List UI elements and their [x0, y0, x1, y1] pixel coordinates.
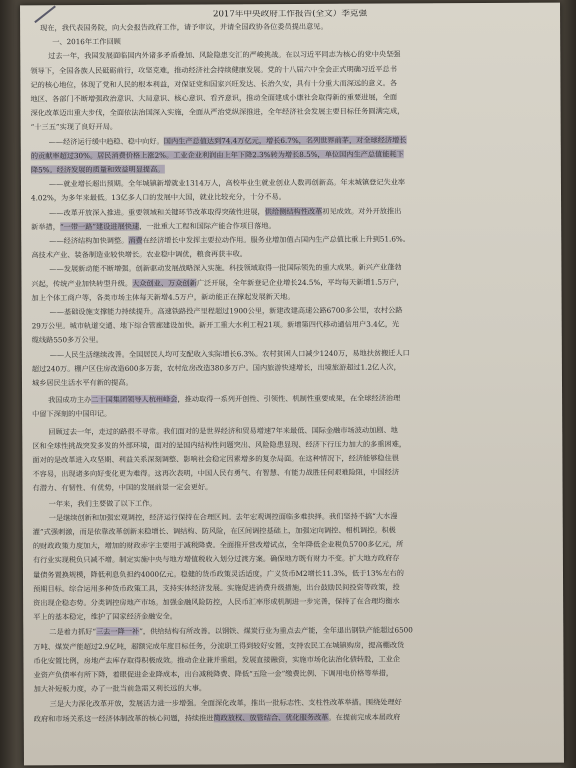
text-line: 缆线路550多万公里。 — [31, 335, 104, 345]
text-line: ——基础设施支撑能力持续提升。高速铁路投产里程超过1900公里，新建改建高速公路6700多公里，农村公路 — [49, 305, 403, 317]
highlighted-text: “一带一路”建设进展快速 — [59, 221, 140, 232]
text-line: 面对的是改革进入攻坚期、利益关系深刻调整、影响社会稳定因素增多的复杂局面。在这种情况下，经济能够稳住很 — [32, 453, 399, 465]
text-line: 资出现企稳态势。分类调控房地产市场。加强金融风险防控，人民币汇率形成机制进一步完善，保持了在合理均衡水 — [33, 596, 400, 608]
text-line: 区和全球性挑战突发多发的外部环境，面对的是国内结构性问题突出、风险隐患显现、经济下行压力加大的多重困难， — [32, 439, 407, 451]
text-line: 超过240万。棚户区住房改造600多万套，农村危房改造380多万户。国内旅游快速增长，出境旅游超过1.2亿人次， — [31, 362, 401, 374]
text-line: 政府和市场关系这一经济体制改革的核心问题，持续推进简政放权、放管结合、优化服务改革。在提前完成本届政府 — [33, 712, 401, 723]
text-line: 过去一年，我国发展面临国内外诸多矛盾叠加、风险隐患交汇的严峻挑战。在以习近平同志为核心的党中央坚强 — [48, 49, 401, 61]
text-line: 回顾过去一年，走过的路很不寻常。我们面对的是世界经济和贸易增速7年来最低、国际金融市场波动加剧、地 — [48, 425, 398, 436]
text-line: 一、2016年工作回顾 — [52, 37, 121, 47]
text-line: 中留下深刻的中国印记。 — [32, 409, 112, 419]
text-line: 加大补短板力度，办了一批当前急需又利长远的大事。 — [33, 683, 207, 694]
highlighted-text: 降5%。经济发展的质量和效益明显提高。 — [30, 164, 165, 175]
text-line: ——经济运行缓中趋稳、稳中向好。国内生产总值达到74.4万亿元，增长6.7%，名列世界前茅，对全球经济增长 — [48, 134, 407, 146]
text-line: 二是着力抓好“三去一降一补”，供给结构有所改善。以钢铁、煤炭行业为重点去产能，全年退出钢铁产能超过6500 — [49, 625, 413, 637]
text-line: 地区、各部门不断增强政治意识、大局意识、核心意识、看齐意识，推动全面建成小康社会取得新的重要进展，全面 — [30, 92, 398, 104]
highlighted-text: 三去一降一补 — [96, 627, 140, 637]
text-line — [21, 163, 564, 175]
text-line: ——人民生活继续改善。全国居民人均可支配收入实际增长6.3%。农村贫困人口减少1240万，易地扶贫搬迁人口 — [49, 347, 410, 359]
text-line: 灌”式强刺激，而是依靠改革创新来稳增长、调结构、防风险，在区间调控基础上，加强定向调控、相机调控。积极 — [32, 525, 396, 537]
highlighted-text: 的贡献率超过30%。居民消费价格上涨2%。工业企业利润由上年下降2.3%转为增长8.5%，单位国内生产总值能耗下 — [30, 149, 404, 161]
text-line: 量债务置换规模，降低利息负担约4000亿元。稳健的货币政策灵活适度，广义货币M2增长11.3%，低于13%左右的 — [32, 568, 404, 579]
text-line: 我国成功主办二十国集团领导人杭州峰会，推动取得一系列开创性、引领性、机制性重要成果，在全球经济治理 — [48, 393, 401, 405]
text-line: 三是大力深化改革开放，发展活力进一步增强。全面深化改革，推出一批标志性、支柱性改革举措。围绕处理好 — [49, 697, 402, 709]
text-line: ——经济结构加快调整。消费在经济增长中发挥主要拉动作用。服务业增加值占国内生产总值比重上升到51.6%。 — [49, 234, 410, 246]
text-line: 加上个体工商户等，各类市场主体每天新增4.5万户，新动能正在撑起发展新天地。 — [31, 291, 295, 303]
document-page — [20, 3, 564, 766]
highlighted-text: 二十国集团领导人杭州峰会 — [91, 394, 178, 405]
text-line: 币化安置比例，房地产去库存取得积极成效。推动企业兼并重组，发展直接融资，实施市场化法治化债转股，工业企 — [33, 654, 401, 666]
text-line: ——改革开放深入推进。重要领域和关键环节改革取得突破性进展，供给侧结构性改革初见成效。对外开放推出 — [49, 206, 402, 217]
document-title: 2017年中央政府工作报告(全文）李克强 — [212, 8, 368, 20]
text-line: 不容易，出现诸多向好变化更为难得。这再次表明，中国人民有勇气、有智慧、有能力战胜任何艰难险阻，中国经济 — [32, 467, 400, 479]
text-line: 记的核心地位，体现了党和人民的根本利益，对保证党和国家兴旺发达、长治久安，具有十分重大而深远的意义。各 — [30, 78, 398, 90]
text-line: 新举措，“一带一路”建设进展快速，一批重大工程和国际产能合作项目落地。 — [31, 220, 276, 232]
highlighted-text: 国内生产总值达到74.4万亿元，增长6.7%，名列世界前茅，对全球经济增长 — [163, 134, 407, 146]
text-line: “十三五”实现了良好开局。 — [30, 122, 118, 132]
text-line: 兴起，传统产业加快转型升级。大众创业、万众创新广泛开展，全年新登记企业增长24.5%，平均每天新增1.5万户， — [31, 277, 404, 288]
text-line — [21, 148, 564, 160]
text-line: 有潜力、有韧性、有优势，中国的发展前景一定会更好。 — [32, 482, 213, 493]
text-line: 29万公里。城市轨道交通、地下综合管廊建设加快。新开工重大水利工程21项。新增第四代移动通信用户3.4亿，光 — [31, 319, 400, 331]
text-line: ——发展新动能不断增强。创新驱动发展战略深入实施。科技领域取得一批国际领先的重大成果。新兴产业蓬勃 — [49, 262, 402, 274]
text-line: 一是继续创新和加强宏观调控，经济运行保持在合理区间。去年宏观调控面临多难抉择。我们坚持不搞“大水漫 — [48, 511, 398, 523]
highlighted-text: 大众创业、万众创新 — [132, 278, 197, 288]
text-line: 领导下，全国各族人民砥砺前行，攻坚克难，推动经济社会持续健康发展。党的十八届六中全会正式明确习近平总书 — [30, 64, 397, 75]
text-line: 城乡居民生活水平有新的提高。 — [31, 377, 133, 388]
text-line: 现在，我代表国务院，向大会报告政府工作，请予审议，并请全国政协各位委员提出意见。 — [40, 21, 328, 33]
highlighted-text: 供给侧结构性改革 — [264, 206, 323, 216]
text-line: 4.02%，为多年来最低。13亿多人口的发展中大国，就业比较充分，十分不易。 — [31, 192, 286, 203]
text-line: 深化改革迈出重大步伐，全面依法治国深入实施，全面从严治党纵深推进，全年经济社会发展主要目标任务圆满完成， — [30, 106, 405, 118]
text-line: 有行业实现税负只减不增。制定实施中央与地方增值税收入划分过渡方案。确保地方既有财力不变。扩大地方政府存 — [32, 553, 400, 565]
text-line: 的财政政策力度加大，增加的财政赤字主要用于减税降费。全面推开营改增试点，全年降低企业税负5700多亿元，所 — [32, 539, 404, 551]
text-line: 业资产负债率有所下降，着眼促进企业降成本，出台减税降费、降低“五险一金”缴费比例、下调用电价格等举措， — [33, 668, 394, 680]
text-line: 一年来，我们主要做了以下工作。 — [48, 498, 157, 508]
highlighted-text: 消费 — [128, 235, 143, 245]
text-line: 高技术产业、装备制造业较快增长。农业稳中调优，粮食再获丰收。 — [31, 249, 247, 260]
text-line: 平上的基本稳定，维护了国家经济金融安全。 — [33, 611, 178, 622]
text-line: ——就业增长超出预期。全年城镇新增就业1314万人，高校毕业生就业创业人数再创新高。年末城镇登记失业率 — [48, 177, 406, 189]
text-line: 预期目标。综合运用多种货币政策工具，支持实体经济发展。实施促进消费升级措施，出台鼓励民间投资等政策，投 — [33, 582, 400, 594]
text-line: 万吨、煤炭产能超过2.9亿吨，超额完成年度目标任务，分流职工得到较好安置，支持农民工在城镇购房，提高棚改货 — [33, 640, 405, 651]
highlighted-text: 简政放权、放管结合、优化服务改革 — [213, 712, 329, 723]
